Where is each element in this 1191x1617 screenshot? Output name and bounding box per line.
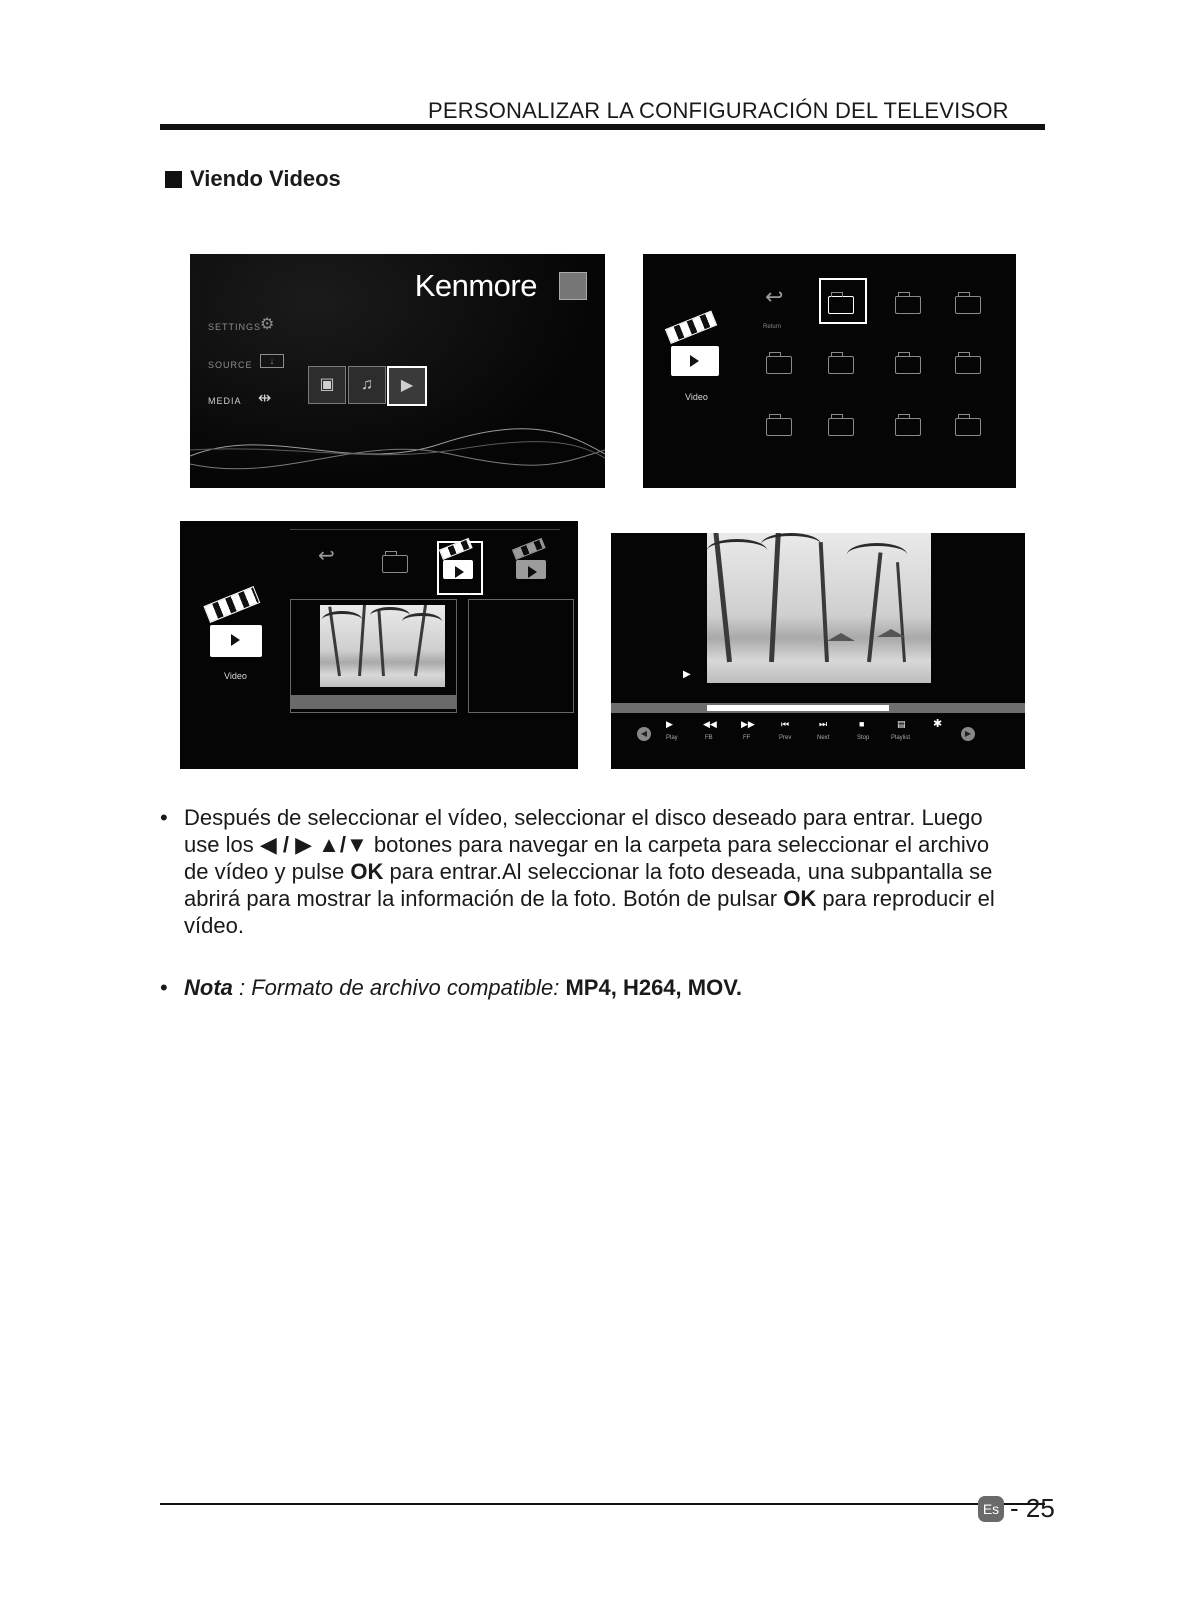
text-segment: Después de seleccionar el vídeo, seleccionar el disco deseado para entrar. Luego use los xyxy=(184,805,983,857)
settings-icon[interactable]: ✱ xyxy=(933,718,943,730)
ok-key: OK xyxy=(783,886,817,911)
language-badge: Es xyxy=(978,1496,1004,1522)
return-label: Return xyxy=(763,324,782,330)
menu-item-media[interactable]: MEDIA xyxy=(208,396,242,406)
return-icon[interactable]: ↩ xyxy=(765,284,784,309)
square-bullet-icon xyxy=(165,171,182,188)
category-label: Video xyxy=(685,392,708,402)
next-page-icon[interactable]: ▶ xyxy=(961,727,975,741)
note-label: Nota xyxy=(184,975,233,1000)
play-control[interactable]: ▶ xyxy=(666,719,673,729)
supported-formats: MP4, H264, MOV. xyxy=(565,975,742,1000)
footer-rule xyxy=(160,1503,1045,1505)
file-info-panel xyxy=(468,599,574,713)
text-segment: para reproducir el vídeo. xyxy=(184,886,995,938)
preview-thumbnail xyxy=(320,605,445,687)
music-icon: ♫ xyxy=(361,376,373,393)
playlist-control[interactable]: ▤ xyxy=(897,719,906,729)
next-control[interactable]: ⏭ xyxy=(819,719,828,729)
tile-video[interactable] xyxy=(387,366,427,406)
rewind-label: FB xyxy=(705,735,713,741)
playlist-label: Playlist xyxy=(891,735,911,741)
clapper-icon: ▶ xyxy=(400,377,414,394)
video-frame xyxy=(707,533,931,683)
menu-item-source[interactable]: SOURCE xyxy=(208,360,253,370)
screenshot-folder-browser xyxy=(643,254,1016,488)
folder-icon[interactable] xyxy=(895,296,921,314)
screenshot-video-player xyxy=(611,533,1025,769)
play-state-icon: ▶ xyxy=(683,669,691,680)
header-rule xyxy=(160,124,1045,130)
wave-decoration xyxy=(190,414,605,484)
category-label: Video xyxy=(224,671,247,681)
previous-label: Prev xyxy=(779,735,792,741)
play-label: Play xyxy=(666,735,678,741)
tile-music[interactable] xyxy=(348,366,386,404)
folder-icon[interactable] xyxy=(828,356,854,374)
folder-icon[interactable] xyxy=(955,418,981,436)
photo-icon: ▣ xyxy=(319,376,335,393)
previous-page-icon[interactable]: ◀ xyxy=(637,727,651,741)
folder-icon[interactable] xyxy=(955,356,981,374)
rewind-control[interactable]: ◀◀ xyxy=(703,719,717,729)
clapper-icon xyxy=(671,328,719,376)
folder-icon[interactable] xyxy=(895,418,921,436)
fast-forward-control[interactable]: ▶▶ xyxy=(741,719,755,729)
stop-label: Stop xyxy=(857,735,870,741)
menu-item-settings[interactable]: SETTINGS xyxy=(208,322,262,332)
instruction-text xyxy=(184,804,1014,939)
clapper-icon xyxy=(210,605,262,657)
text-segment: botones para navegar en la carpeta para seleccionar el archivo de vídeo y pulse xyxy=(184,832,990,884)
menu-icon xyxy=(559,272,587,300)
folder-icon[interactable] xyxy=(895,356,921,374)
page-number-text: - 25 xyxy=(1010,1493,1055,1523)
folder-icon[interactable] xyxy=(828,418,854,436)
previous-control[interactable]: ⏮ xyxy=(781,719,790,729)
stop-control[interactable]: ■ xyxy=(859,719,865,729)
folder-icon[interactable] xyxy=(955,296,981,314)
input-icon: ↓ xyxy=(260,354,284,368)
tile-photo[interactable] xyxy=(308,366,346,404)
page-header-title: PERSONALIZAR LA CONFIGURACIÓN DEL TELEVISOR xyxy=(428,98,1009,123)
brand-logo: Kenmore xyxy=(414,268,537,303)
text-segment: para entrar.Al seleccionar la foto deseada, una subpantalla se abrirá para mostrar la información de la foto. Botón de pulsar xyxy=(184,859,993,911)
folder-icon[interactable] xyxy=(766,418,792,436)
note-text xyxy=(184,974,1014,1001)
bullet-icon: • xyxy=(160,805,168,830)
fast-forward-label: FF xyxy=(743,735,751,741)
section-title: Viendo Videos xyxy=(190,166,341,191)
usb-icon: ⇹ xyxy=(258,390,272,407)
next-label: Next xyxy=(817,735,830,741)
text-segment: : Formato de archivo compatible: xyxy=(232,975,566,1000)
gear-icon: ⚙ xyxy=(260,316,275,333)
page-number xyxy=(978,1493,1055,1524)
folder-icon[interactable] xyxy=(766,356,792,374)
bullet-icon: • xyxy=(160,975,168,1000)
clapper-icon xyxy=(516,549,546,579)
folder-icon[interactable] xyxy=(382,555,408,573)
arrow-keys: ◀ / ▶ ▲/▼ xyxy=(259,832,368,857)
return-icon[interactable]: ↩ xyxy=(318,545,335,567)
screenshot-file-preview xyxy=(180,521,578,769)
top-divider xyxy=(290,529,560,530)
progress-fill xyxy=(707,705,889,711)
ok-key: OK xyxy=(350,859,384,884)
screenshot-media-home xyxy=(190,254,605,488)
section-heading xyxy=(165,166,341,192)
preview-info-bar xyxy=(290,695,456,709)
clapper-icon xyxy=(443,549,473,579)
folder-icon[interactable] xyxy=(828,296,854,314)
